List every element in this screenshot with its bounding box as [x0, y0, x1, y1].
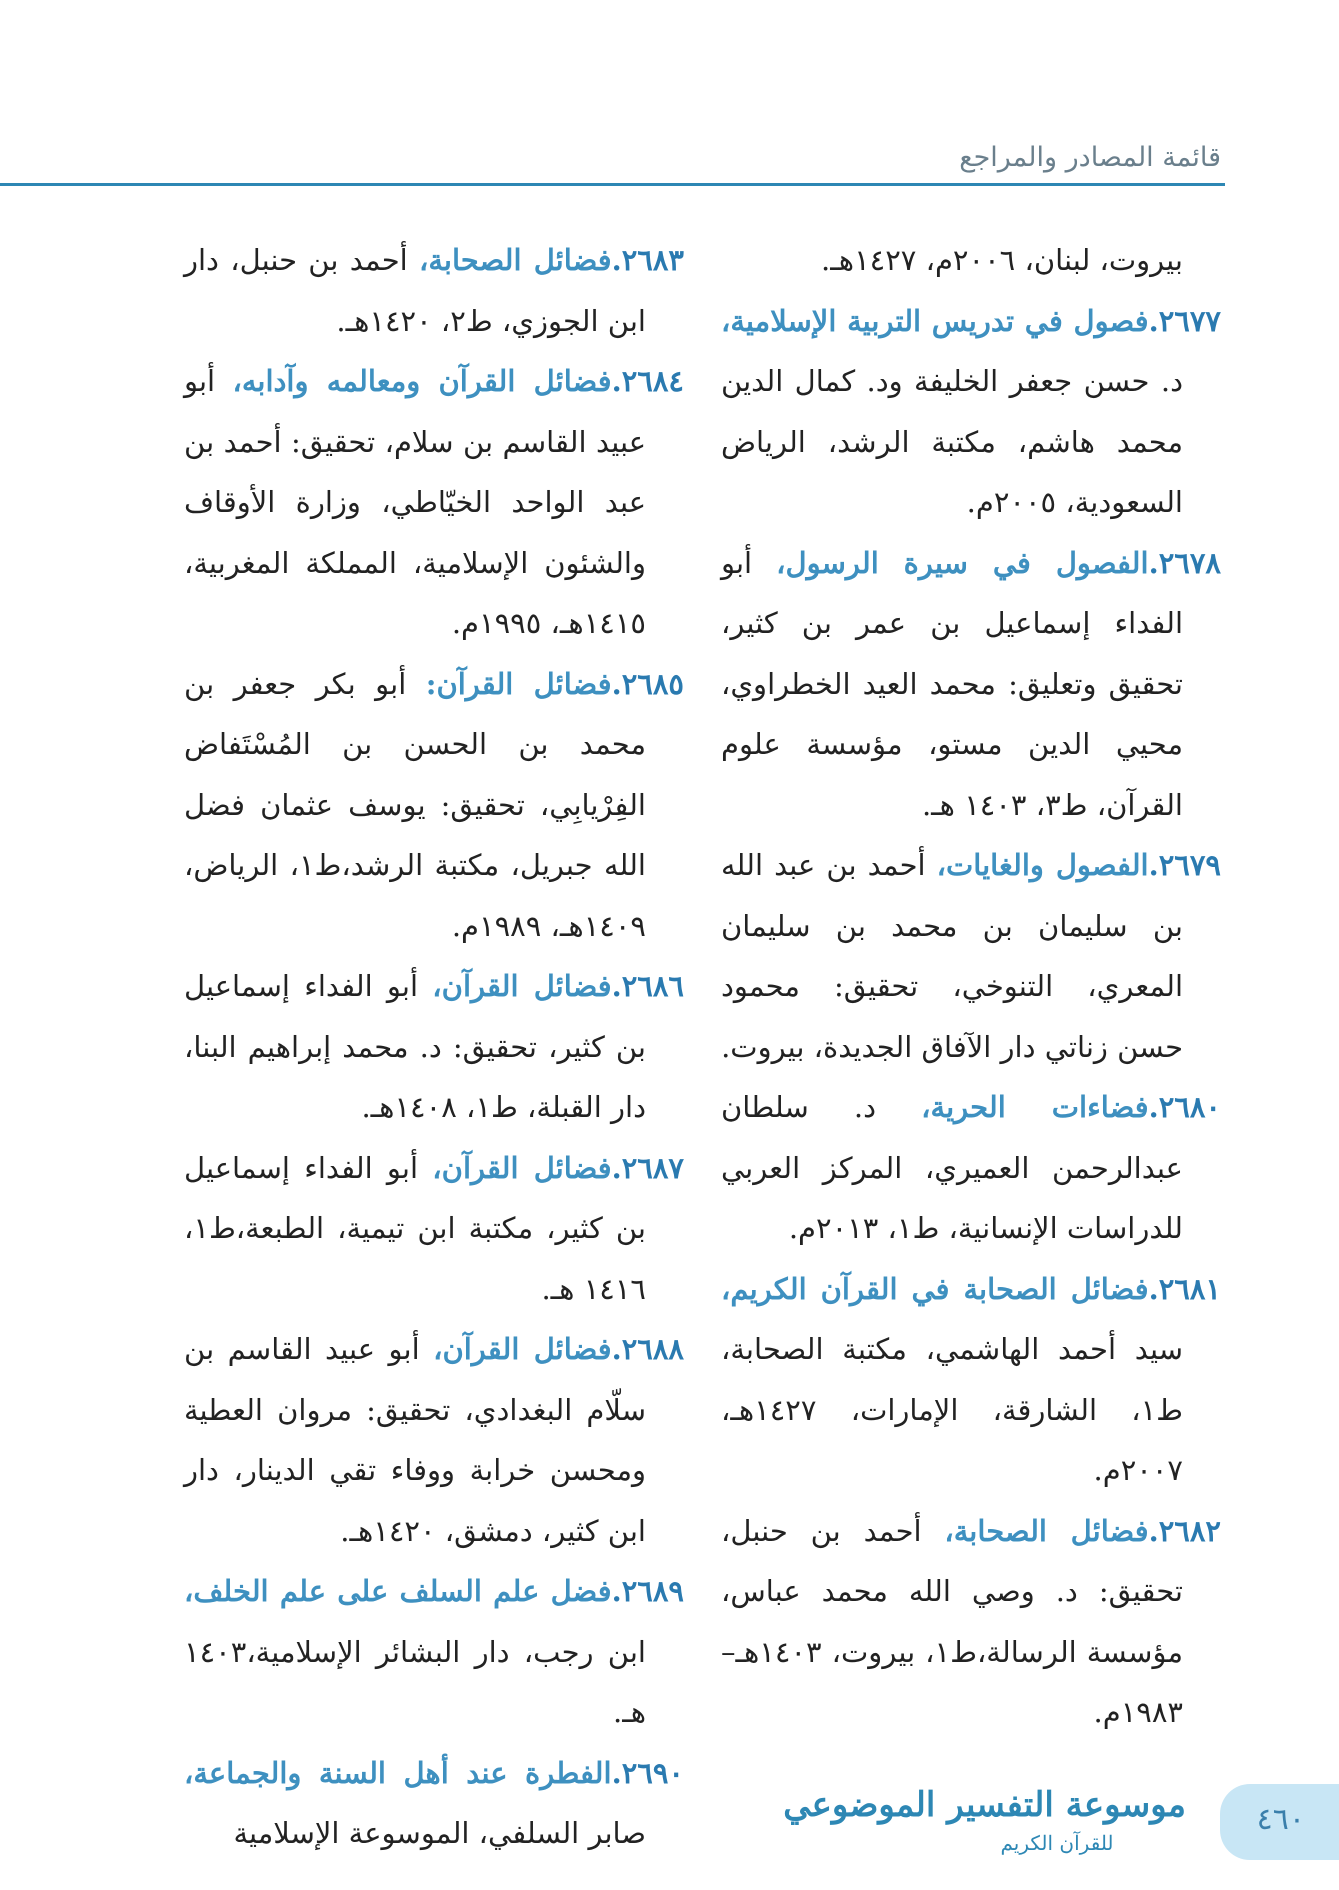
reference-entry	[721, 291, 1221, 533]
entry-title: فضائل القرآن،	[432, 969, 612, 1003]
entry-number: ٢٦٨٠.	[1148, 1090, 1222, 1124]
entry-title: الفصول والغايات،	[936, 848, 1149, 882]
entry-text: أحمد بن حنبل، دار ابن الجوزي، ط٢، ١٤٢٠هـ.	[184, 243, 646, 338]
header-rule	[0, 183, 1225, 186]
reference-entry	[184, 1138, 684, 1320]
entry-title: فضائل الصحابة في القرآن الكريم،	[721, 1271, 1149, 1306]
entry-title: فضائل الصحابة،	[944, 1513, 1149, 1548]
reference-entry	[184, 1561, 684, 1743]
reference-entry	[184, 1743, 684, 1864]
entry-text: د. سلطان عبدالرحمن العميري، المركز العربي للدراسات الإنسانية، ط١، ٢٠١٣م.	[721, 1090, 1183, 1245]
reference-entry	[184, 956, 684, 1138]
entry-title: الفطرة عند أهل السنة والجماعة،	[184, 1755, 612, 1790]
reference-entry	[721, 1259, 1221, 1501]
entry-text: أحمد بن حنبل، تحقيق: د. وصي الله محمد عباس، مؤسسة الرسالة،ط١، بيروت، ١٤٠٣هـ– ١٩٨٣م.	[721, 1513, 1183, 1729]
entry-title: فضائل القرآن:	[425, 666, 612, 701]
reference-entry	[184, 1319, 684, 1561]
entry-text: د. حسن جعفر الخليفة ود. كمال الدين محمد هاشم، مكتبة الرشد، الرياض السعودية، ٢٠٠٥م.	[721, 364, 1183, 519]
entry-text: أبو بكر جعفر بن محمد بن الحسن بن المُسْتَفاض الفِرْيابِي، تحقيق: يوسف عثمان فضل الله جبريل، مكتبة الرشد،ط١، الرياض، ١٤٠٩هـ، ١٩٨٩م.	[184, 666, 646, 943]
entry-text: صابر السلفي، الموسوعة الإسلامية	[233, 1816, 646, 1850]
entry-text: سيد أحمد الهاشمي، مكتبة الصحابة، ط١، الشارقة، الإمارات، ١٤٢٧هـ، ٢٠٠٧م.	[721, 1332, 1183, 1487]
entry-text: أبو الفداء إسماعيل بن عمر بن كثير، تحقيق وتعليق: محمد العيد الخطراوي، محيي الدين مستو، مؤسسة علوم القرآن، ط٣، ١٤٠٣ هـ.	[721, 545, 1183, 822]
entry-title: فضائل الصحابة،	[418, 243, 612, 277]
entry-text: أبو الفداء إسماعيل بن كثير، تحقيق: د. محمد إبراهيم البنا، دار القبلة، ط١، ١٤٠٨هـ.	[184, 969, 646, 1124]
entry-number: ٢٦٨٨.	[611, 1332, 685, 1366]
entry-text: أبو عبيد القاسم بن سلام، تحقيق: أحمد بن عبد الواحد الخيّاطي، وزارة الأوقاف والشئون الإسلامية، المملكة المغربية، ١٤١٥هـ، ١٩٩٥م.	[184, 364, 646, 640]
entry-title: فضاءات الحرية،	[921, 1090, 1149, 1124]
logo-title: موسوعة التفسير الموضوعي	[783, 1785, 1186, 1825]
entry-text: أحمد بن عبد الله بن سليمان بن محمد بن سليمان المعري، التنوخي، تحقيق: محمود حسن زناتي دار الآفاق الجديدة، بيروت.	[721, 848, 1183, 1064]
entry-title: فضائل القرآن،	[432, 1150, 612, 1185]
entry-number: ٢٦٨٥.	[611, 666, 684, 701]
entry-text: أبو عبيد القاسم بن سلّام البغدادي، تحقيق: مروان العطية ومحسن خرابة ووفاء تقي الدينار، دار ابن كثير، دمشق، ١٤٢٠هـ.	[184, 1332, 646, 1548]
entry-title: فضل علم السلف على علم الخلف،	[184, 1574, 612, 1608]
reference-entry	[721, 835, 1221, 1077]
entry-number: ٢٦٨٣.	[611, 243, 685, 277]
entry-text: بيروت، لبنان، ٢٠٠٦م، ١٤٢٧هـ.	[821, 243, 1183, 277]
reference-entry	[184, 230, 684, 351]
page-number-tab	[1220, 1784, 1339, 1860]
entry-number: ٢٦٨٤.	[611, 364, 684, 398]
reference-entry	[721, 230, 1221, 291]
reference-entry	[184, 351, 684, 654]
entry-text: ابن رجب، دار البشائر الإسلامية،١٤٠٣ هـ.	[184, 1634, 646, 1729]
entry-number: ٢٦٨٦.	[611, 969, 684, 1003]
entry-number: ٢٦٧٨.	[1148, 545, 1221, 580]
entry-title: فصول في تدريس التربية الإسلامية،	[721, 303, 1149, 338]
entry-title: الفصول في سيرة الرسول،	[776, 545, 1149, 580]
encyclopedia-logo	[783, 1780, 1186, 1866]
running-header: قائمة المصادر والمراجع	[959, 142, 1221, 173]
entry-number: ٢٦٨٧.	[611, 1150, 684, 1185]
entry-number: ٢٦٧٧.	[1148, 303, 1221, 338]
reference-entry	[184, 654, 684, 957]
logo-subtitle: للقرآن الكريم	[1000, 1831, 1114, 1855]
entry-number: ٢٦٨٢.	[1148, 1513, 1221, 1548]
entry-number: ٢٦٩٠.	[611, 1755, 684, 1790]
page-number: ٤٦٠	[1256, 1802, 1305, 1837]
entry-text: أبو الفداء إسماعيل بن كثير، مكتبة ابن تيمية، الطبعة،ط١، ١٤١٦ هـ.	[184, 1150, 646, 1306]
entry-number: ٢٦٨١.	[1148, 1271, 1221, 1306]
entry-number: ٢٦٧٩.	[1148, 848, 1222, 882]
reference-entry	[721, 1501, 1221, 1743]
entry-number: ٢٦٨٩.	[611, 1574, 684, 1608]
references-column-left	[184, 230, 684, 1864]
references-column-right	[721, 230, 1221, 1743]
entry-title: فضائل القرآن ومعالمه وآدابه،	[232, 364, 612, 398]
reference-entry	[721, 533, 1221, 836]
entry-title: فضائل القرآن،	[433, 1332, 612, 1366]
reference-entry	[721, 1077, 1221, 1259]
